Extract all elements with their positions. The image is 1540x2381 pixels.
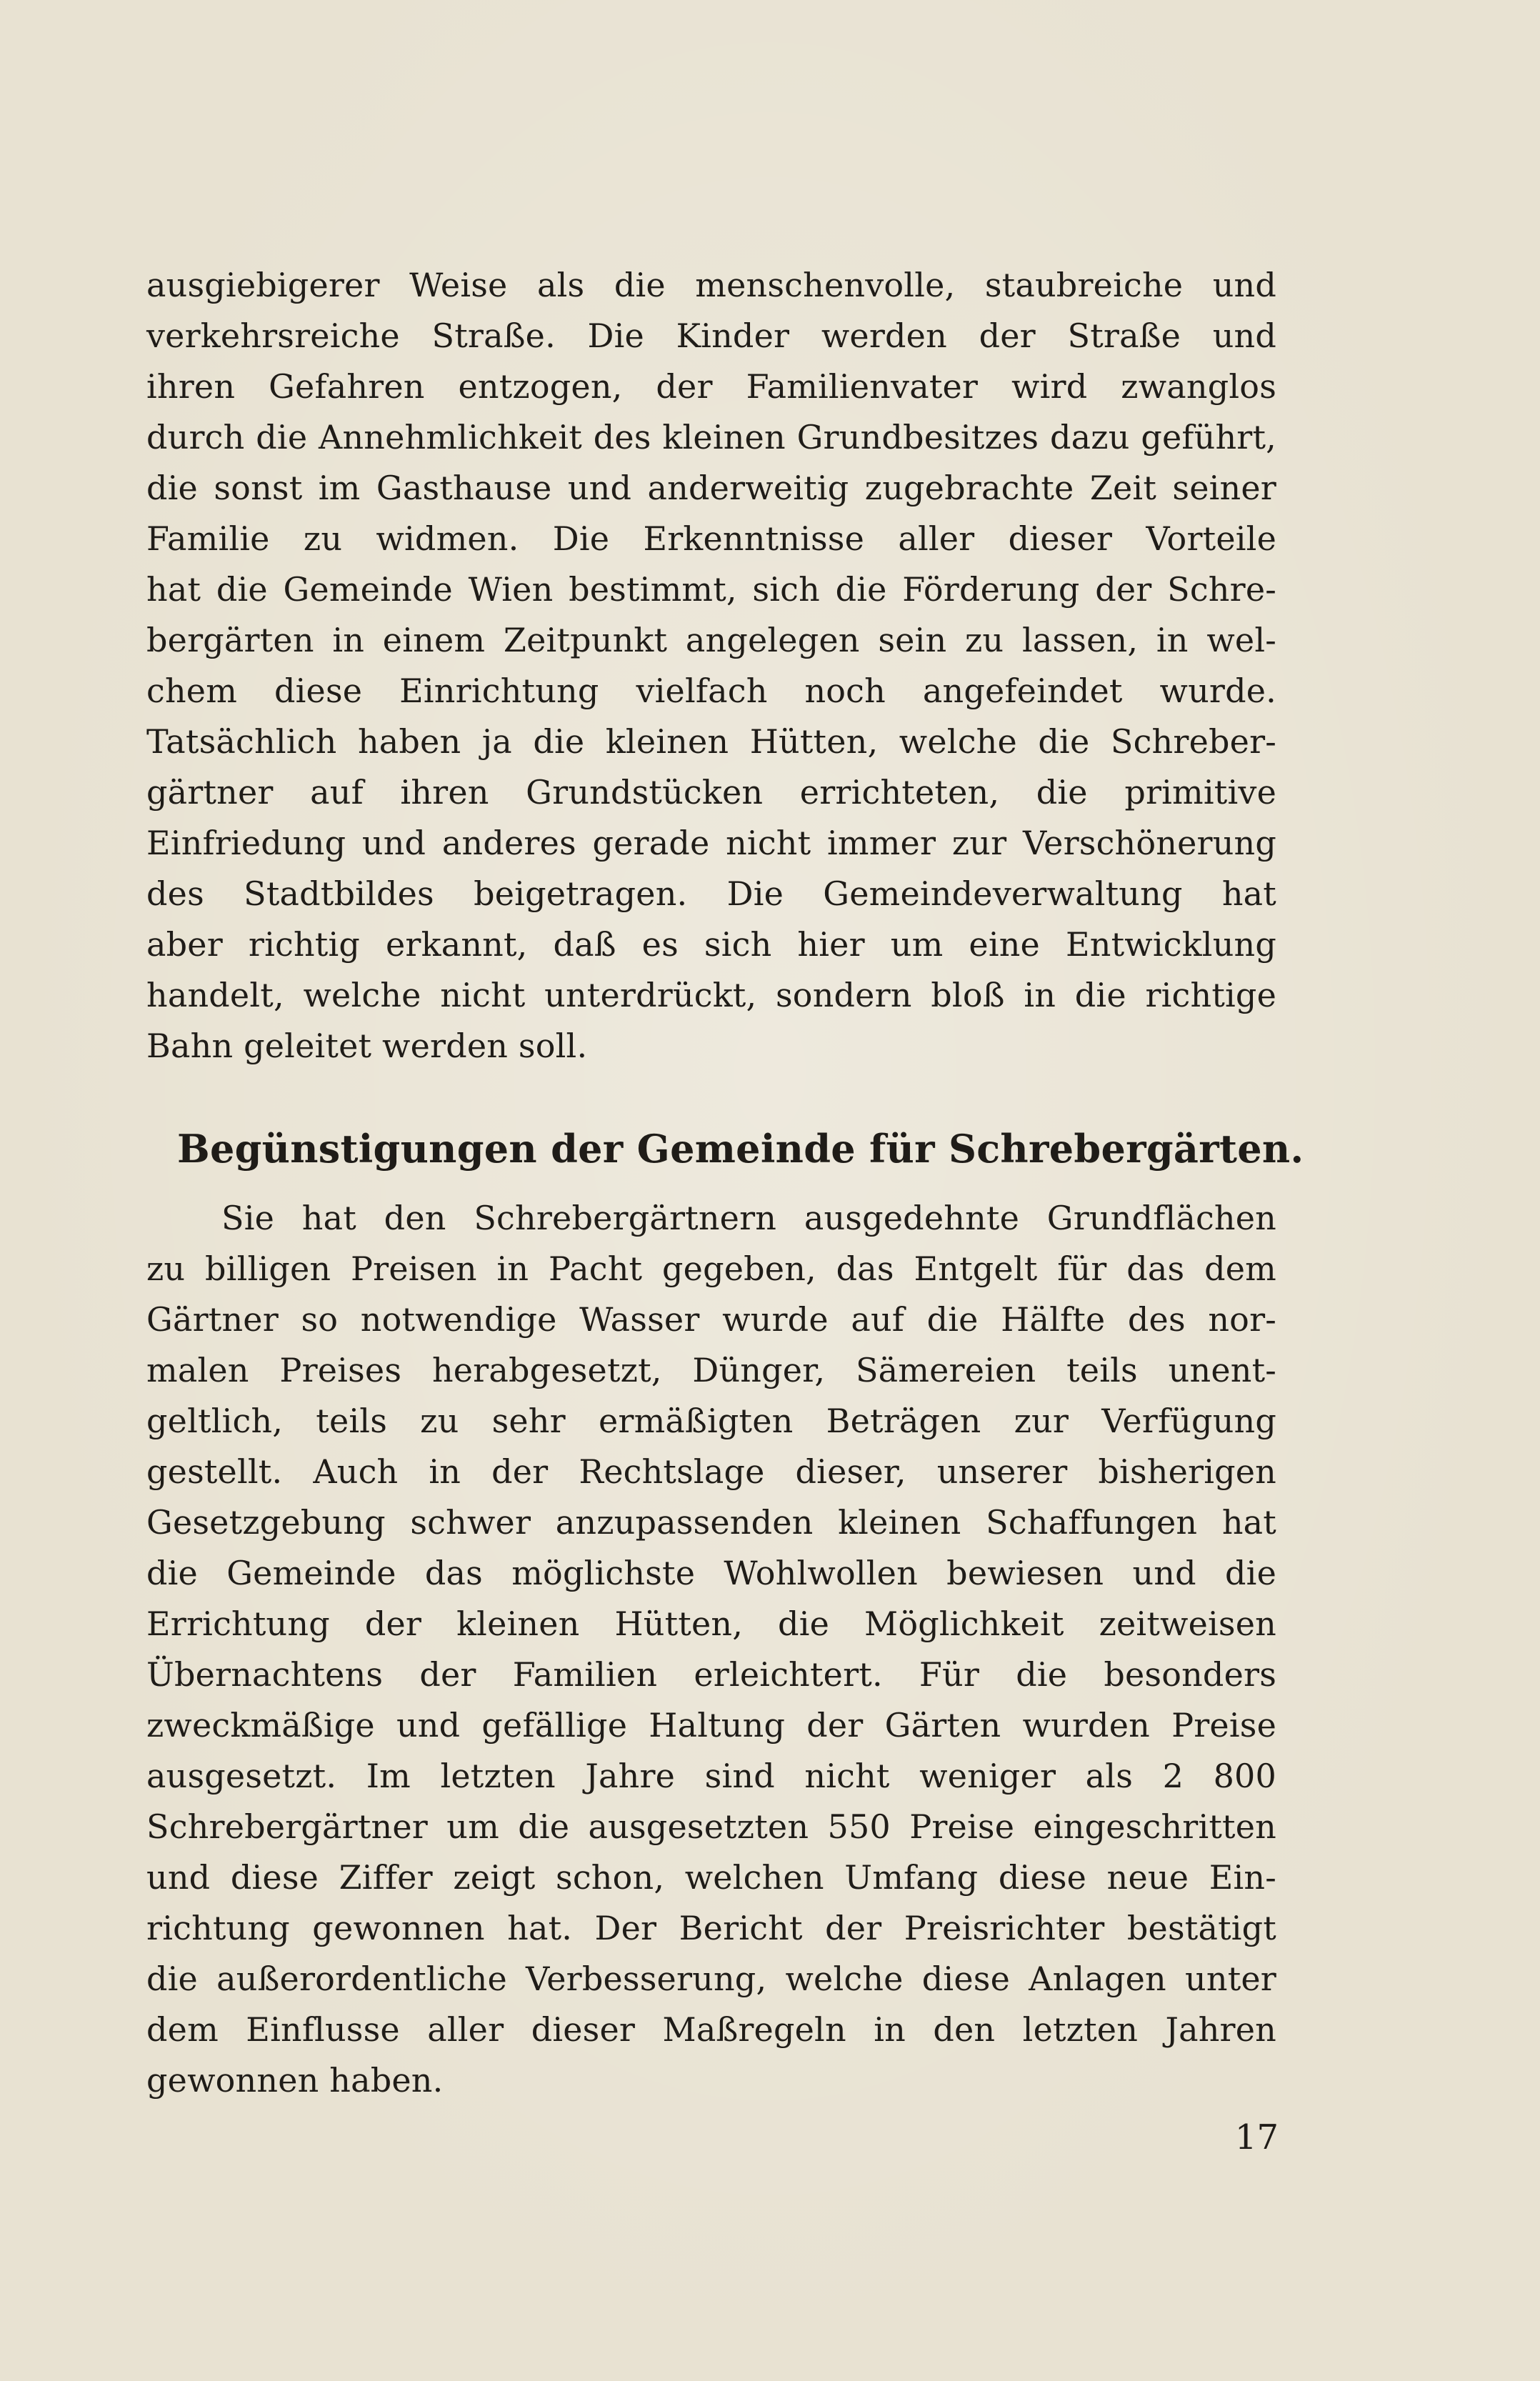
paragraph-1-line: Familie zu widmen. Die Erkenntnisse aller dieser Vorteile [146,519,1276,558]
paragraph-1-line: durch die Annehmlichkeit des kleinen Grundbesitzes dazu geführt, [146,418,1276,456]
paragraph-1-line: ausgiebigerer Weise als die menschenvolle, staubreiche und [146,266,1276,304]
paragraph-2-line: malen Preises herabgesetzt, Dünger, Sämereien teils unent- [146,1351,1276,1389]
paragraph-2-line: gestellt. Auch in der Rechtslage dieser, unserer bisherigen [146,1452,1276,1491]
paragraph-1-line: gärtner auf ihren Grundstücken errichteten, die primitive [146,773,1276,812]
paragraph-2-line: richtung gewonnen hat. Der Bericht der Preisrichter bestätigt [146,1909,1276,1947]
paragraph-1-line: des Stadtbildes beigetragen. Die Gemeindeverwaltung hat [146,874,1276,913]
paragraph-1-line: aber richtig erkannt, daß es sich hier um eine Entwicklung [146,925,1276,964]
paragraph-1 [146,260,1276,1072]
paragraph-1-line: handelt, welche nicht unterdrückt, sondern bloß in die richtige [146,976,1276,1014]
paragraph-2-line: Gärtner so notwendige Wasser wurde auf die Hälfte des nor- [146,1300,1276,1339]
paragraph-2-line: und diese Ziffer zeigt schon, welchen Umfang diese neue Ein- [146,1858,1276,1897]
paragraph-2-line: Gesetzgebung schwer anzupassenden kleinen Schaffungen hat [146,1503,1276,1542]
paragraph-2-line: gewonnen haben. [146,2061,444,2100]
paragraph-2-line: Errichtung der kleinen Hütten, die Möglichkeit zeitweisen [146,1604,1276,1643]
paragraph-2-line: Sie hat den Schrebergärtnern ausgedehnte Grundflächen [221,1199,1276,1237]
paragraph-1-line: hat die Gemeinde Wien bestimmt, sich die Förderung der Schre- [146,570,1276,609]
page-number: 17 [1234,2117,1279,2157]
paragraph-2-line: zu billigen Preisen in Pacht gegeben, das Entgelt für das dem [146,1249,1276,1288]
paragraph-1-line: chem diese Einrichtung vielfach noch angefeindet wurde. [146,672,1276,710]
paragraph-1-line: Bahn geleitet werden soll. [146,1027,588,1065]
paragraph-2-line: zweckmäßige und gefällige Haltung der Gärten wurden Preise [146,1706,1276,1744]
paragraph-1-line: die sonst im Gasthause und anderweitig zugebrachte Zeit seiner [146,469,1276,507]
paragraph-2-line: ausgesetzt. Im letzten Jahre sind nicht weniger als 2 800 [146,1757,1276,1795]
section-heading: Begünstigungen der Gemeinde für Schrebergärten. [177,1126,1304,1172]
paragraph-1-line: ihren Gefahren entzogen, der Familienvater wird zwanglos [146,367,1276,406]
paragraph-2-line: Schrebergärtner um die ausgesetzten 550 Preise eingeschritten [146,1807,1276,1846]
paragraph-2-line: dem Einflusse aller dieser Maßregeln in den letzten Jahren [146,2010,1276,2049]
paragraph-1-line: bergärten in einem Zeitpunkt angelegen sein zu lassen, in wel- [146,621,1276,659]
paragraph-1-line: verkehrsreiche Straße. Die Kinder werden der Straße und [146,316,1276,355]
paragraph-2-line: die Gemeinde das möglichste Wohlwollen bewiesen und die [146,1554,1276,1592]
paragraph-2-line: die außerordentliche Verbesserung, welche diese Anlagen unter [146,1960,1276,1998]
paragraph-2 [146,1193,1276,2106]
paragraph-1-line: Tatsächlich haben ja die kleinen Hütten, welche die Schreber- [146,722,1276,761]
paragraph-1-line: Einfriedung und anderes gerade nicht immer zur Verschönerung [146,824,1276,862]
paragraph-2-line: geltlich, teils zu sehr ermäßigten Beträgen zur Verfügung [146,1402,1276,1440]
paragraph-2-line: Übernachtens der Familien erleichtert. Für die besonders [146,1655,1276,1694]
